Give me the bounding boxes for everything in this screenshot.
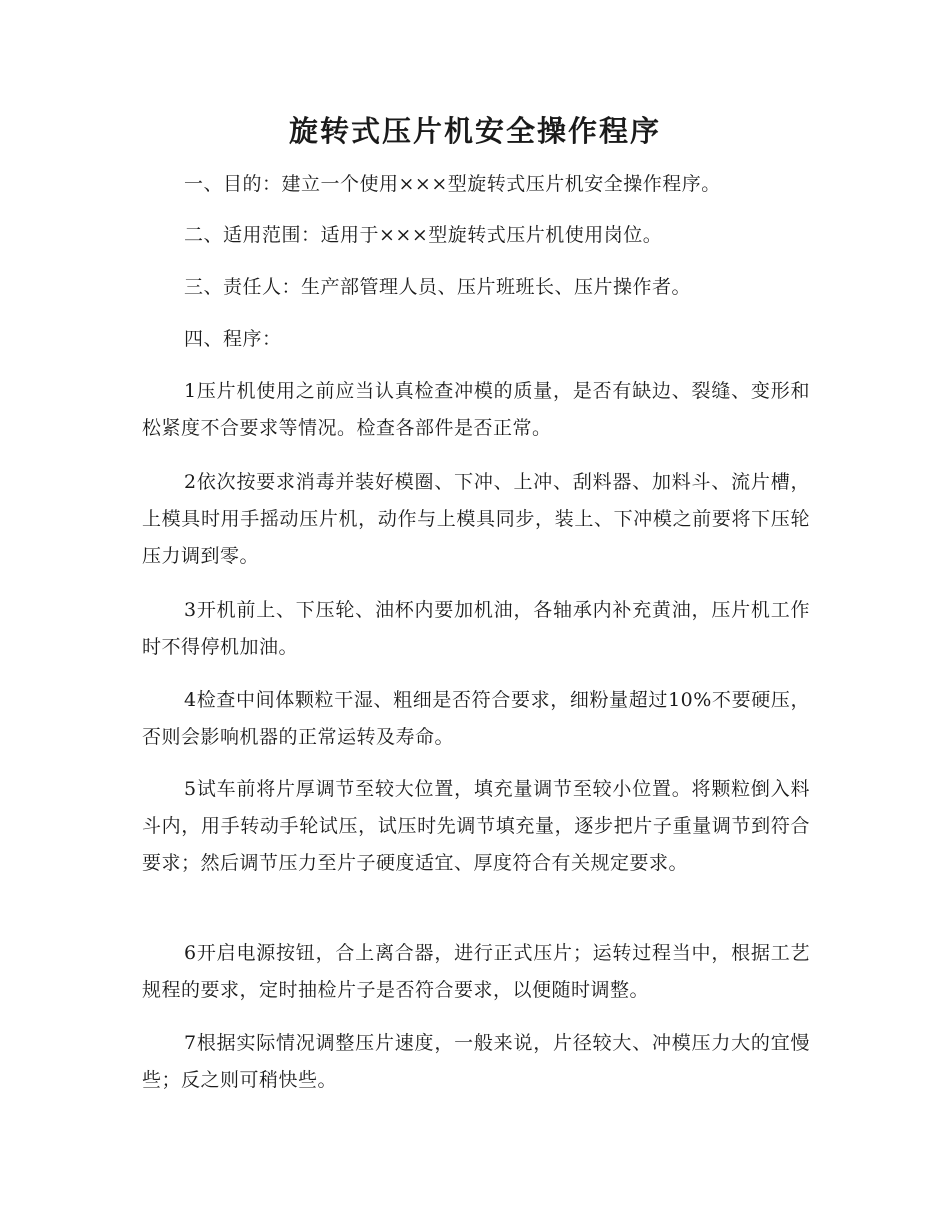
paragraph-purpose: 一、目的：建立一个使用×××型旋转式压片机安全操作程序。: [184, 173, 721, 195]
paragraph-procedure-heading: 四、程序：: [184, 328, 282, 350]
paragraph-responsible: 三、责任人：生产部管理人员、压片班班长、压片操作者。: [184, 276, 692, 298]
document-title: 旋转式压片机安全操作程序: [288, 114, 661, 148]
paragraph-step-5: 5试车前将片厚调节至较大位置，填充量调节至较小位置。将颗粒倒入料斗内，用手转动手轮试压，试压时先调节填充量，逐步把片子重量调节到符合要求；然后调节压力至片子硬度适宜、厚度符合有关规定要求。: [142, 778, 810, 874]
paragraph-step-1: 1压片机使用之前应当认真检查冲模的质量，是否有缺边、裂缝、变形和松紧度不合要求等情况。检查各部件是否正常。: [142, 380, 810, 439]
paragraph-step-7: 7根据实际情况调整压片速度，一般来说，片径较大、冲模压力大的宜慢些；反之则可稍快些。: [142, 1032, 810, 1091]
paragraph-step-4: 4检查中间体颗粒干湿、粗细是否符合要求，细粉量超过10%不要硬压，否则会影响机器的正常运转及寿命。: [142, 689, 810, 748]
paragraph-scope: 二、适用范围：适用于×××型旋转式压片机使用岗位。: [184, 224, 663, 246]
paragraph-step-3: 3开机前上、下压轮、油杯内要加机油，各轴承内补充黄油，压片机工作时不得停机加油。: [142, 599, 810, 658]
paragraph-step-2: 2依次按要求消毒并装好模圈、下冲、上冲、刮料器、加料斗、流片槽，上模具时用手摇动压片机，动作与上模具同步，装上、下冲模之前要将下压轮压力调到零。: [142, 471, 810, 567]
paragraph-step-6: 6开启电源按钮，合上离合器，进行正式压片；运转过程当中，根据工艺规程的要求，定时抽检片子是否符合要求，以便随时调整。: [142, 942, 810, 1001]
